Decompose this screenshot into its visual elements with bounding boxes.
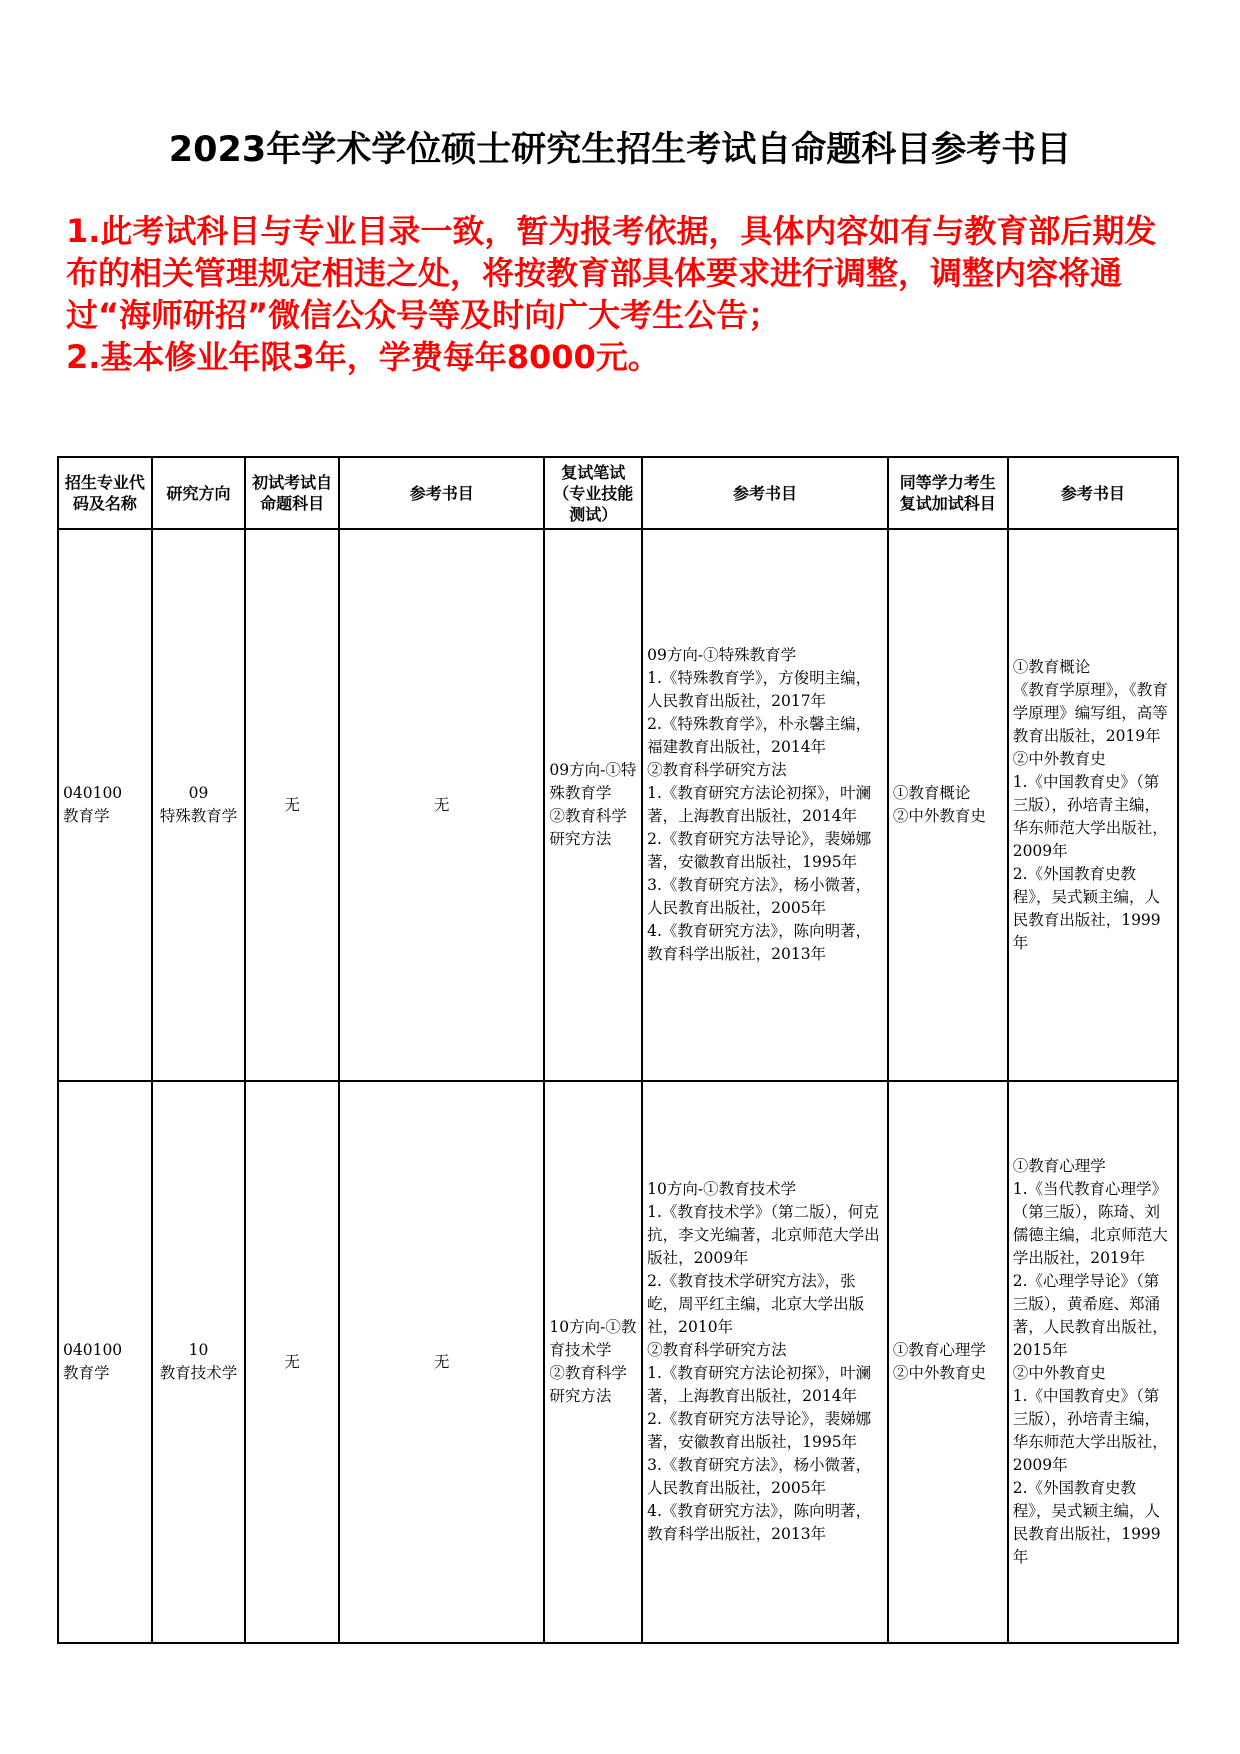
- header-equiv-books: 参考书目: [1008, 457, 1178, 529]
- cell-prelim-books: 无: [339, 1081, 544, 1643]
- cell-retest-subject: 10方向-①教育技术学 ②教育科学研究方法: [544, 1081, 642, 1643]
- table-row: [58, 1081, 1178, 1643]
- cell-prelim-subject: 无: [245, 1081, 339, 1643]
- header-equiv-subject: 同等学力考生复试加试科目: [888, 457, 1008, 529]
- cell-major: 040100 教育学: [58, 1081, 152, 1643]
- header-prelim-books: 参考书目: [339, 457, 544, 529]
- cell-retest-books: 10方向-①教育技术学 1.《教育技术学》（第二版），何克抗，李文光编著，北京师范大学出版社，2009年 2.《教育技术学研究方法》，张屹，周平红主编，北京大学出版社，2010年 ②教育科学研究方法 1.《教育研究方法论初探》，叶澜著，上海教育出版社，2014年 2.《教育研究方法导论》，裴娣娜著，安徽教育出版社，1995年 3.《教育研究方法》，杨小微著，人民教育出版社，2005年 4.《教育研究方法》，陈向明著，教育科学出版社，2013年: [642, 1081, 888, 1643]
- cell-equiv-subject: ①教育概论 ②中外教育史: [888, 529, 1008, 1081]
- notice-line-2: 2.基本修业年限3年，学费每年8000元。: [66, 338, 660, 376]
- cell-direction: 09 特殊教育学: [152, 529, 246, 1081]
- cell-direction: 10 教育技术学: [152, 1081, 246, 1643]
- header-direction: 研究方向: [152, 457, 246, 529]
- cell-prelim-subject: 无: [245, 529, 339, 1081]
- page-title: 2023年学术学位硕士研究生招生考试自命题科目参考书目: [168, 130, 1072, 170]
- header-retest-subject: 复试笔试（专业技能测试）: [544, 457, 642, 529]
- cell-equiv-books: ①教育心理学 1.《当代教育心理学》（第三版），陈琦、刘儒德主编，北京师范大学出版社，2019年 2.《心理学导论》（第三版），黄希庭、郑涌著，人民教育出版社，2015年 ②中外教育史 1.《中国教育史》（第三版），孙培青主编，华东师范大学出版社，2009年 2.《外国教育史教程》，吴式颖主编，人民教育出版社，1999年: [1008, 1081, 1178, 1643]
- reference-book-table: [57, 456, 1179, 1644]
- notice-line-1: 1.此考试科目与专业目录一致，暂为报考依据，具体内容如有与教育部后期发布的相关管理规定相违之处，将按教育部具体要求进行调整，调整内容将通过“海师研招”微信公众号等及时向广大考生公告；: [66, 212, 1157, 334]
- header-prelim-subject: 初试考试自命题科目: [245, 457, 339, 529]
- cell-major: 040100 教育学: [58, 529, 152, 1081]
- header-retest-books: 参考书目: [642, 457, 888, 529]
- cell-prelim-books: 无: [339, 529, 544, 1081]
- table-header-row: [58, 457, 1178, 529]
- table-row: [58, 529, 1178, 1081]
- cell-equiv-books: ①教育概论 《教育学原理》，《教育学原理》编写组，高等教育出版社，2019年 ②中外教育史 1.《中国教育史》（第三版），孙培青主编，华东师范大学出版社，2009年 2.《外国教育史教程》，吴式颖主编，人民教育出版社，1999年: [1008, 529, 1178, 1081]
- cell-retest-books: 09方向-①特殊教育学 1.《特殊教育学》，方俊明主编，人民教育出版社，2017年 2.《特殊教育学》，朴永馨主编，福建教育出版社，2014年 ②教育科学研究方法 1.《教育研究方法论初探》，叶澜著，上海教育出版社，2014年 2.《教育研究方法导论》，裴娣娜著，安徽教育出版社，1995年 3.《教育研究方法》，杨小微著，人民教育出版社，2005年 4.《教育研究方法》，陈向明著，教育科学出版社，2013年: [642, 529, 888, 1081]
- cell-retest-subject: 09方向-①特殊教育学 ②教育科学研究方法: [544, 529, 642, 1081]
- notice-block: [66, 210, 1176, 378]
- header-major: 招生专业代码及名称: [58, 457, 152, 529]
- cell-equiv-subject: ①教育心理学 ②中外教育史: [888, 1081, 1008, 1643]
